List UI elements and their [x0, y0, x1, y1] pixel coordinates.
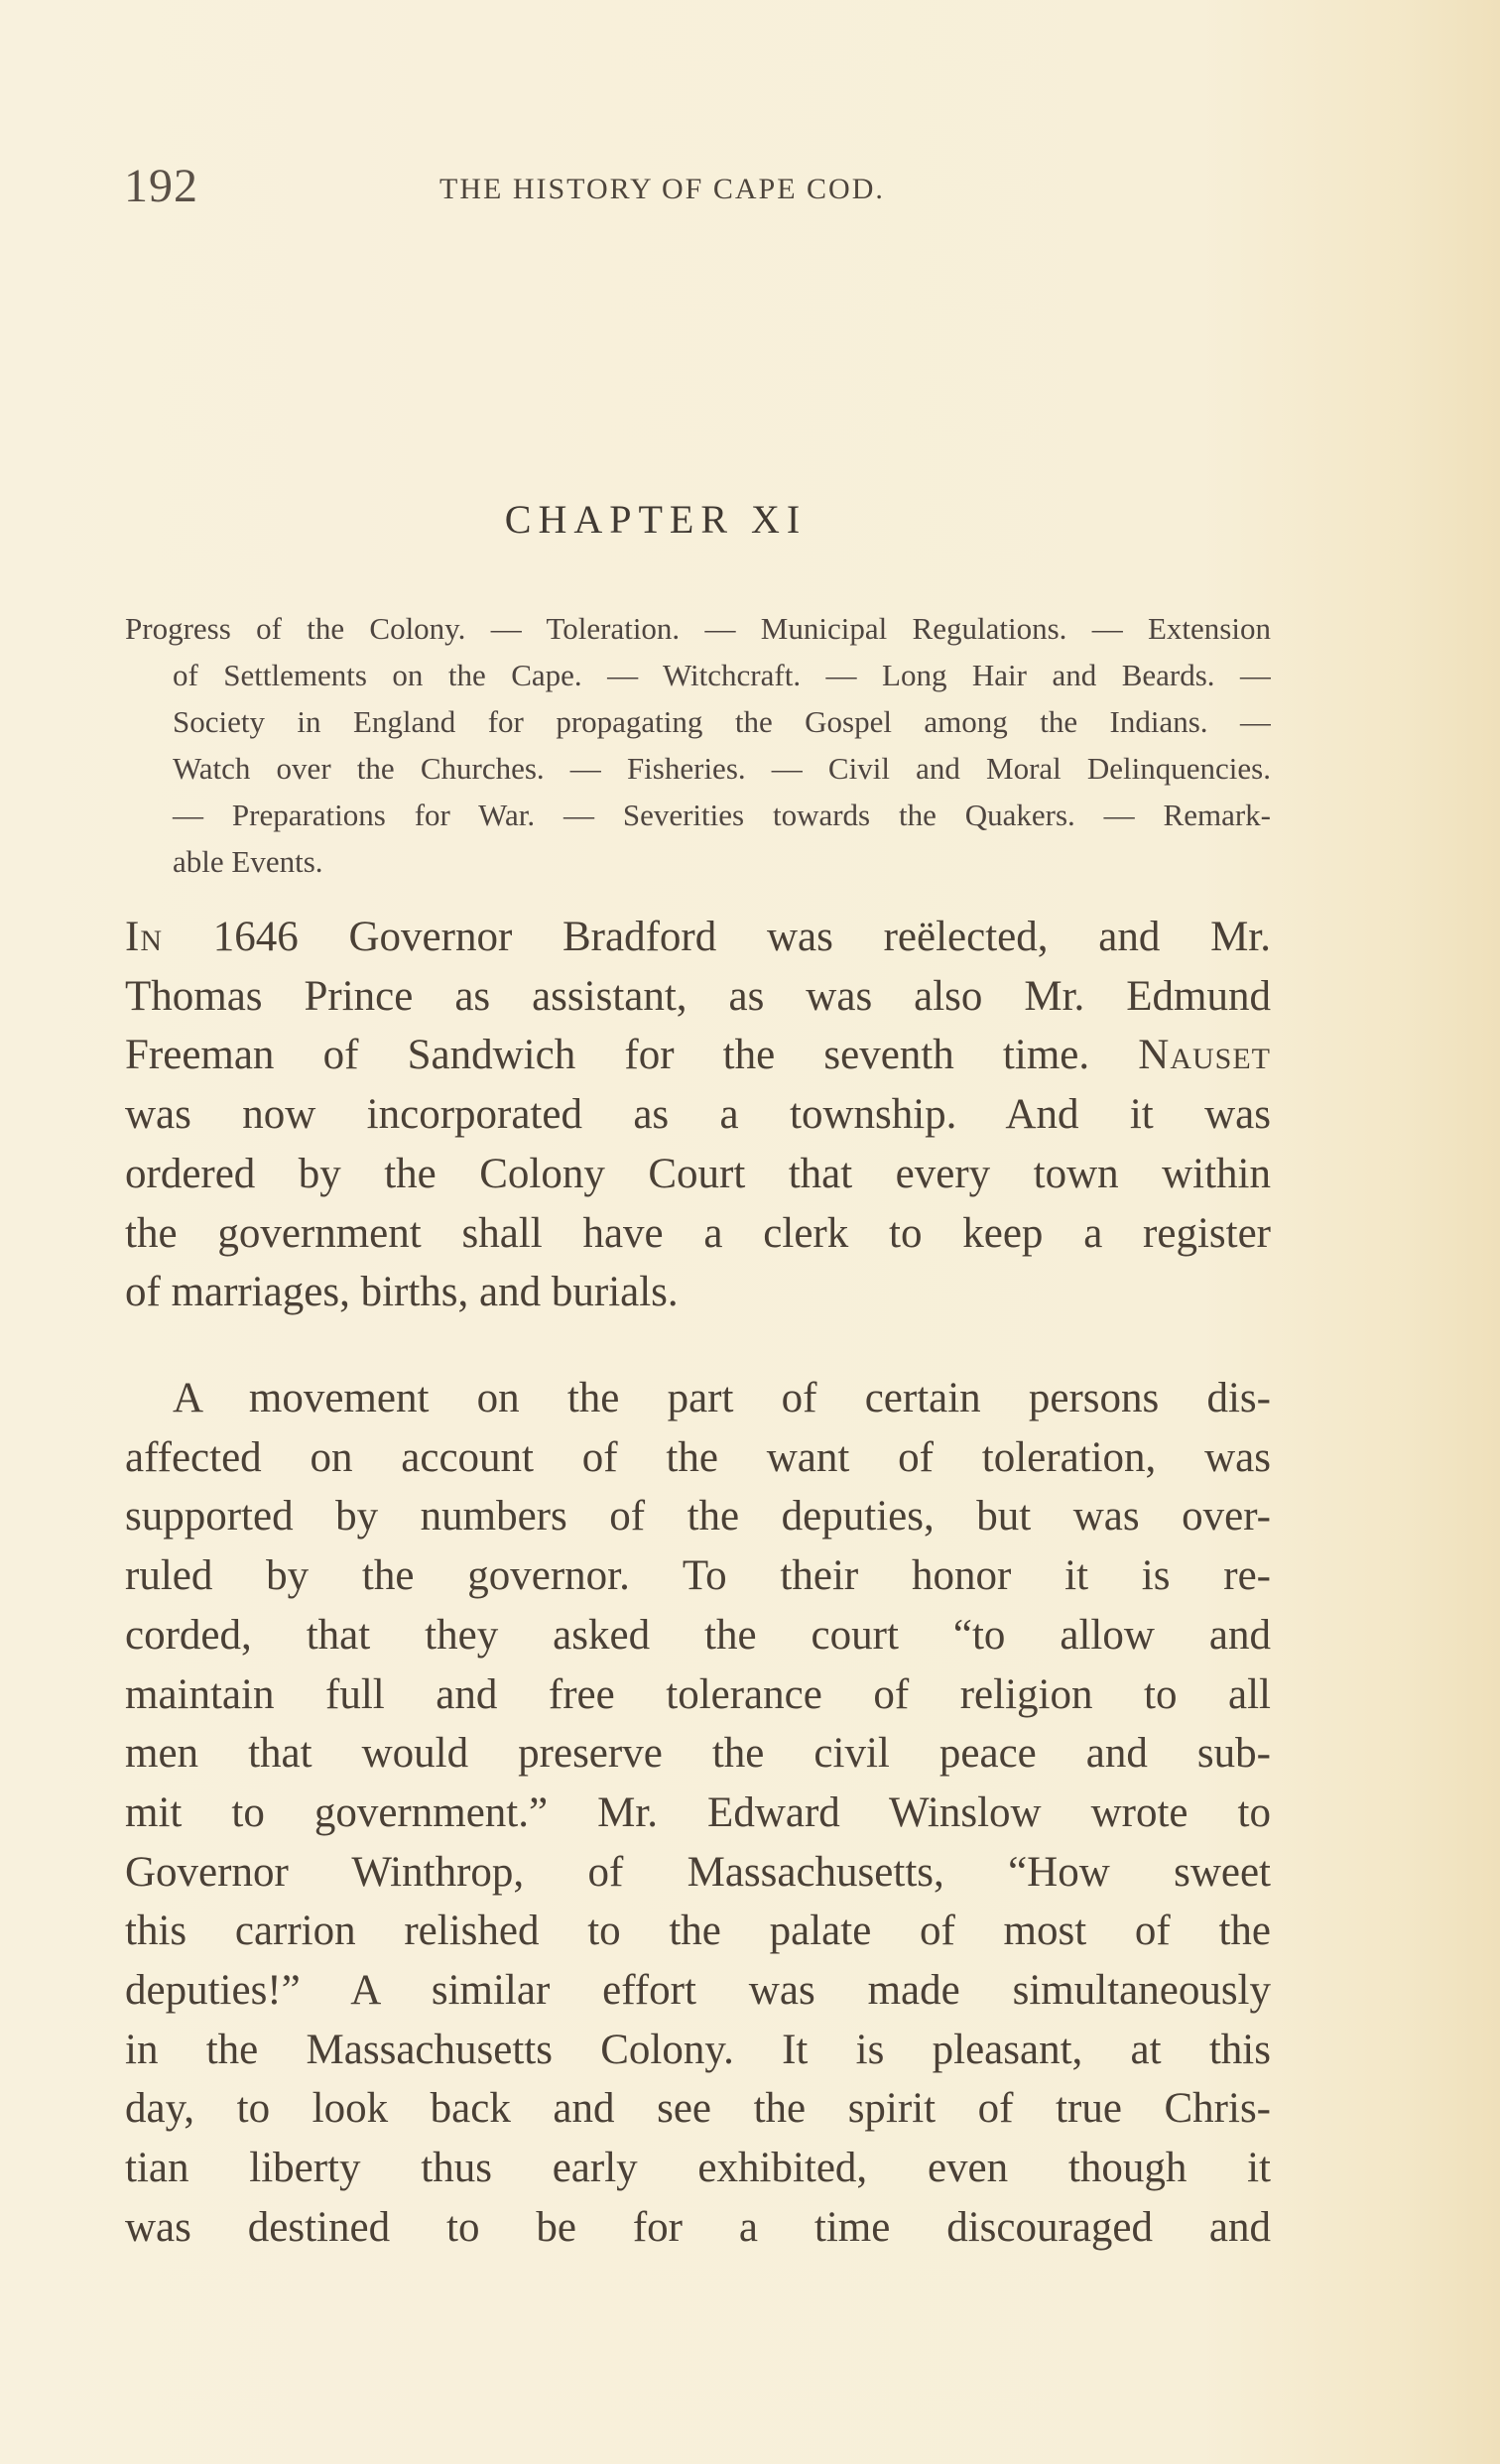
text-fragment: 1646 Governor Bradford was reëlected, and Mr.: [162, 914, 1271, 960]
text-line: A movement on the part of certain persons dis-: [173, 1375, 1271, 1421]
text-line: ruled by the governor. To their honor it is re-: [125, 1552, 1271, 1600]
chapter-synopsis: [125, 605, 1271, 885]
text-line: in the Massachusetts Colony. It is pleasant, at this: [125, 2026, 1271, 2073]
synopsis-line: — Preparations for War. — Severities towards the Quakers. — Remark-: [173, 798, 1271, 832]
place-name: Nauset: [1138, 1032, 1271, 1079]
page-number: 192: [124, 160, 198, 212]
synopsis-line: able Events.: [173, 844, 323, 879]
text-line: men that would preserve the civil peace and sub-: [125, 1730, 1271, 1778]
synopsis-line: Society in England for propagating the Gospel among the Indians. —: [173, 704, 1271, 739]
text-line: Thomas Prince as assistant, as was also Mr. Edmund: [125, 972, 1271, 1020]
running-head: [124, 159, 1275, 218]
text-line: affected on account of the want of toleration, was: [125, 1433, 1271, 1481]
synopsis-line: of Settlements on the Cape. — Witchcraft. — Long Hair and Beards. —: [173, 658, 1271, 692]
chapter-heading: CHAPTER XI: [504, 497, 808, 542]
text-line: Governor Winthrop, of Massachusetts, “How sweet: [125, 1848, 1271, 1896]
text-line: this carrion relished to the palate of most of the: [125, 1908, 1271, 1955]
text-line: deputies!” A similar effort was made simultaneously: [125, 1967, 1271, 2015]
text-line: mit to government.” Mr. Edward Winslow wrote to: [125, 1788, 1271, 1836]
text-fragment: Freeman of Sandwich for the seventh time.: [125, 1032, 1139, 1079]
text-line: was now incorporated as a township. And it was: [125, 1091, 1271, 1139]
text-line: tian liberty thus early exhibited, even though it: [125, 2145, 1271, 2192]
text-line: ordered by the Colony Court that every town within: [125, 1150, 1271, 1197]
synopsis-line: Watch over the Churches. — Fisheries. — Civil and Moral Delinquencies.: [173, 751, 1271, 786]
paragraph-2: [125, 1369, 1271, 2258]
text-line: of marriages, births, and burials.: [125, 1269, 679, 1316]
text-line: was destined to be for a time discouraged and: [125, 2203, 1271, 2251]
text-line: supported by numbers of the deputies, but was over-: [125, 1493, 1271, 1540]
text-line: corded, that they asked the court “to allow and: [125, 1611, 1271, 1659]
text-line: maintain full and free tolerance of religion to all: [125, 1670, 1271, 1718]
text-line: day, to look back and see the spirit of true Chris-: [125, 2085, 1271, 2133]
running-title: THE HISTORY OF CAPE COD.: [439, 173, 885, 205]
paragraph-1: [125, 908, 1271, 1322]
opening-word: In: [125, 914, 163, 960]
text-line: the government shall have a clerk to keep a register: [125, 1209, 1271, 1257]
text-line: [125, 1026, 1271, 1085]
synopsis-line: Progress of the Colony. — Toleration. — Municipal Regulations. — Extension: [125, 611, 1271, 646]
text-line: [125, 908, 1271, 967]
